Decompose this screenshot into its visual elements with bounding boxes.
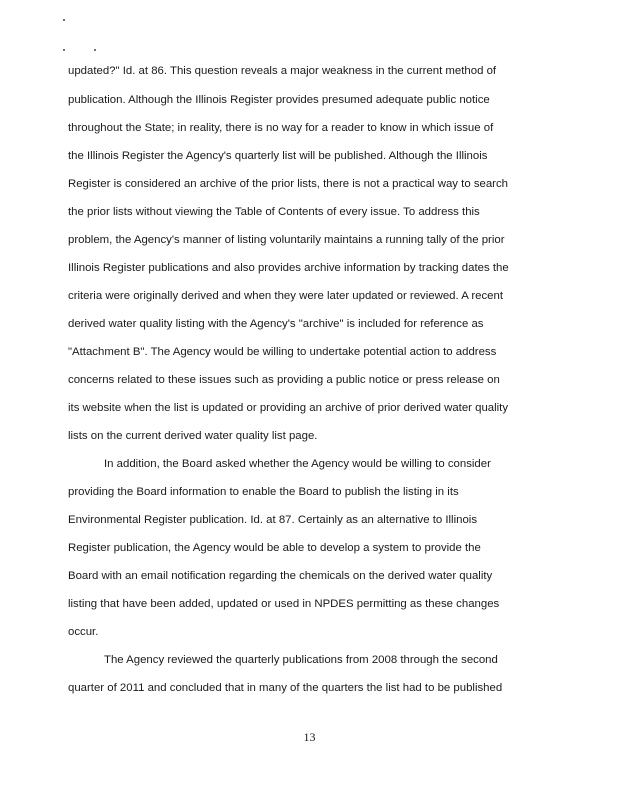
body-text-line: derived water quality listing with the Agency's "archive" is included for reference as [68,318,484,330]
body-text-line: Register publication, the Agency would be able to develop a system to provide the [68,542,481,554]
body-text-line: lists on the current derived water quality list page. [68,430,318,442]
body-text-line: updated?" Id. at 86. This question reveals a major weakness in the current method of [68,65,497,77]
body-text-line: listing that have been added, updated or used in NPDES permitting as these changes [68,598,500,610]
body-text-line: the Illinois Register the Agency's quarterly list will be published. Although the Illinois [68,150,488,162]
body-text-line: Illinois Register publications and also provides archive information by tracking dates the [68,262,509,274]
scan-speck [63,19,65,21]
body-text-line: the prior lists without viewing the Table of Contents of every issue. To address this [68,206,480,218]
body-text-line: concerns related to these issues such as providing a public notice or press release on [68,374,500,386]
body-text-line: quarter of 2011 and concluded that in many of the quarters the list had to be published [68,682,503,694]
body-text-line: The Agency reviewed the quarterly publications from 2008 through the second [104,654,498,666]
body-text-line: criteria were originally derived and when they were later updated or reviewed. A recent [68,290,503,302]
body-text-line: publication. Although the Illinois Register provides presumed adequate public notice [68,94,490,106]
body-text-line: Register is considered an archive of the prior lists, there is not a practical way to search [68,178,509,190]
body-text-line: "Attachment B". The Agency would be willing to undertake potential action to address [68,346,497,358]
body-text-line: In addition, the Board asked whether the Agency would be willing to consider [104,458,491,470]
scan-speck [63,49,65,51]
body-text-line: problem, the Agency's manner of listing voluntarily maintains a running tally of the prior [68,234,505,246]
body-text-line: throughout the State; in reality, there is no way for a reader to know in which issue of [68,122,494,134]
body-text-line: its website when the list is updated or providing an archive of prior derived water quality [68,402,509,414]
body-text-line: Environmental Register publication. Id. at 87. Certainly as an alternative to Illinois [68,514,478,526]
body-text-line: Board with an email notification regarding the chemicals on the derived water quality [68,570,493,582]
body-text-line: providing the Board information to enable the Board to publish the listing in its [68,486,459,498]
scan-speck [94,49,96,51]
body-text-line: occur. [68,626,99,638]
page-number: 13 [303,730,316,744]
